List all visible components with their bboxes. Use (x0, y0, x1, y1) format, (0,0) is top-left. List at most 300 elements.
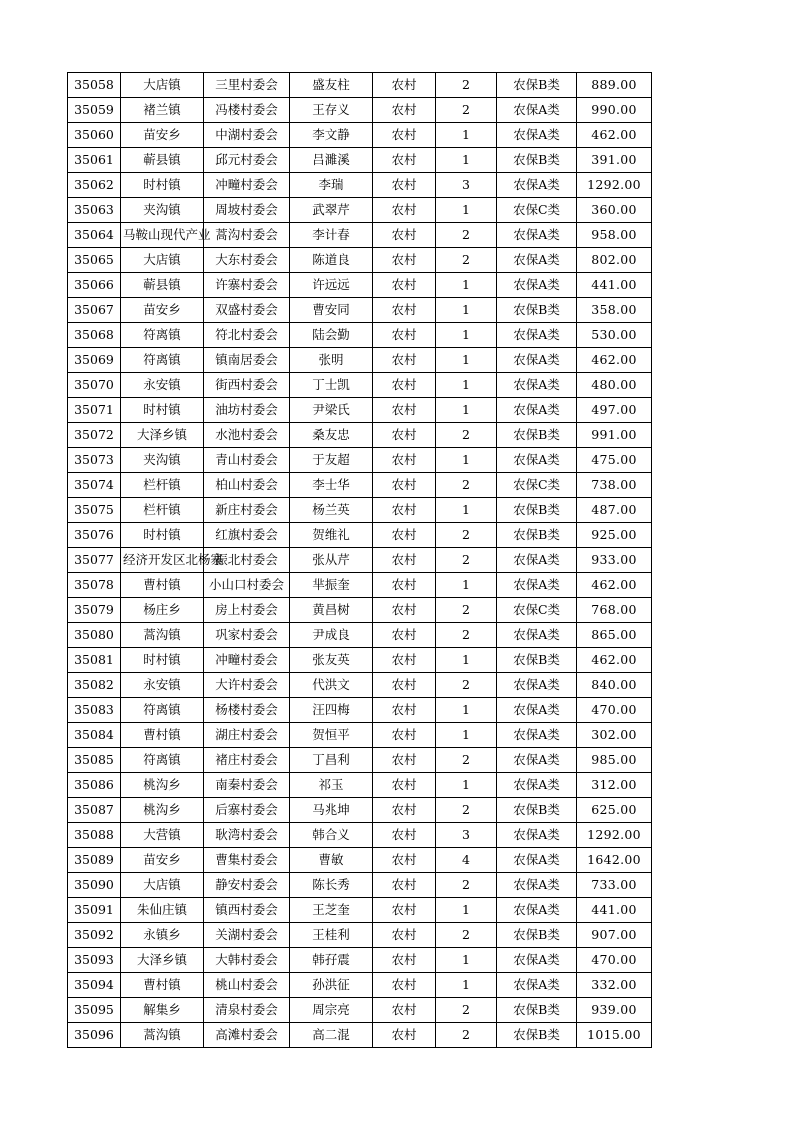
table-row (68, 898, 652, 923)
amount-cell: 802.00 (577, 248, 652, 273)
insurance-class-cell: 农保C类 (497, 473, 577, 498)
insurance-class-cell: 农保A类 (497, 573, 577, 598)
table-row (68, 723, 652, 748)
record-id-cell: 35084 (68, 723, 121, 748)
residence-type-cell: 农村 (373, 623, 436, 648)
table-row (68, 823, 652, 848)
table-row (68, 198, 652, 223)
record-id-cell: 35085 (68, 748, 121, 773)
table-row (68, 598, 652, 623)
insurance-class-cell: 农保A类 (497, 98, 577, 123)
insurance-class-cell: 农保A类 (497, 623, 577, 648)
record-id-cell: 35093 (68, 948, 121, 973)
residence-type-cell: 农村 (373, 223, 436, 248)
household-count-cell: 1 (436, 773, 497, 798)
household-count-cell: 1 (436, 973, 497, 998)
household-count-cell: 1 (436, 648, 497, 673)
amount-cell: 1642.00 (577, 848, 652, 873)
village-committee-cell: 镇南居委会 (204, 348, 290, 373)
amount-cell: 530.00 (577, 323, 652, 348)
town-cell: 蒿沟镇 (121, 623, 204, 648)
person-name-cell: 于友超 (290, 448, 373, 473)
person-name-cell: 张明 (290, 348, 373, 373)
person-name-cell: 李士华 (290, 473, 373, 498)
residence-type-cell: 农村 (373, 848, 436, 873)
record-id-cell: 35064 (68, 223, 121, 248)
person-name-cell: 丁士凯 (290, 373, 373, 398)
amount-cell: 990.00 (577, 98, 652, 123)
table-row (68, 773, 652, 798)
village-committee-cell: 高滩村委会 (204, 1023, 290, 1048)
household-count-cell: 1 (436, 948, 497, 973)
household-count-cell: 1 (436, 298, 497, 323)
town-cell: 时村镇 (121, 173, 204, 198)
town-cell: 曹村镇 (121, 973, 204, 998)
record-id-cell: 35062 (68, 173, 121, 198)
table-row (68, 323, 652, 348)
record-id-cell: 35091 (68, 898, 121, 923)
person-name-cell: 李瑞 (290, 173, 373, 198)
town-cell: 大店镇 (121, 873, 204, 898)
table-row (68, 523, 652, 548)
village-committee-cell: 曹集村委会 (204, 848, 290, 873)
amount-cell: 441.00 (577, 898, 652, 923)
village-committee-cell: 静安村委会 (204, 873, 290, 898)
table-row (68, 798, 652, 823)
table-row (68, 948, 652, 973)
town-cell: 朱仙庄镇 (121, 898, 204, 923)
amount-cell: 358.00 (577, 298, 652, 323)
amount-cell: 840.00 (577, 673, 652, 698)
household-count-cell: 2 (436, 923, 497, 948)
record-id-cell: 35070 (68, 373, 121, 398)
person-name-cell: 杨兰英 (290, 498, 373, 523)
record-id-cell: 35096 (68, 1023, 121, 1048)
insurance-class-cell: 农保C类 (497, 198, 577, 223)
village-committee-cell: 冯楼村委会 (204, 98, 290, 123)
town-cell: 大店镇 (121, 248, 204, 273)
insurance-class-cell: 农保A类 (497, 398, 577, 423)
amount-cell: 625.00 (577, 798, 652, 823)
table-row (68, 223, 652, 248)
household-count-cell: 1 (436, 273, 497, 298)
person-name-cell: 曹敏 (290, 848, 373, 873)
table-row (68, 98, 652, 123)
table-row (68, 648, 652, 673)
town-cell: 蒿沟镇 (121, 1023, 204, 1048)
table-row (68, 573, 652, 598)
residence-type-cell: 农村 (373, 773, 436, 798)
residence-type-cell: 农村 (373, 498, 436, 523)
household-count-cell: 2 (436, 73, 497, 98)
record-id-cell: 35072 (68, 423, 121, 448)
person-name-cell: 代洪文 (290, 673, 373, 698)
household-count-cell: 2 (436, 623, 497, 648)
town-cell: 杨庄乡 (121, 598, 204, 623)
table-row (68, 548, 652, 573)
town-cell: 曹村镇 (121, 723, 204, 748)
amount-cell: 360.00 (577, 198, 652, 223)
amount-cell: 925.00 (577, 523, 652, 548)
amount-cell: 332.00 (577, 973, 652, 998)
person-name-cell: 李文静 (290, 123, 373, 148)
record-id-cell: 35082 (68, 673, 121, 698)
person-name-cell: 尹成良 (290, 623, 373, 648)
town-cell: 苗安乡 (121, 123, 204, 148)
insurance-class-cell: 农保A类 (497, 698, 577, 723)
village-committee-cell: 关湖村委会 (204, 923, 290, 948)
record-id-cell: 35069 (68, 348, 121, 373)
insurance-class-cell: 农保B类 (497, 648, 577, 673)
household-count-cell: 1 (436, 723, 497, 748)
person-name-cell: 丁昌利 (290, 748, 373, 773)
town-cell: 苗安乡 (121, 848, 204, 873)
table-row (68, 498, 652, 523)
amount-cell: 738.00 (577, 473, 652, 498)
household-count-cell: 1 (436, 198, 497, 223)
record-id-cell: 35089 (68, 848, 121, 873)
insurance-class-cell: 农保B类 (497, 498, 577, 523)
residence-type-cell: 农村 (373, 398, 436, 423)
table-row (68, 973, 652, 998)
town-cell: 永镇乡 (121, 923, 204, 948)
town-cell: 时村镇 (121, 398, 204, 423)
amount-cell: 312.00 (577, 773, 652, 798)
person-name-cell: 许远远 (290, 273, 373, 298)
record-id-cell: 35065 (68, 248, 121, 273)
person-name-cell: 周宗亮 (290, 998, 373, 1023)
village-committee-cell: 大许村委会 (204, 673, 290, 698)
person-name-cell: 张从芹 (290, 548, 373, 573)
village-committee-cell: 红旗村委会 (204, 523, 290, 548)
household-count-cell: 2 (436, 598, 497, 623)
person-name-cell: 孙洪征 (290, 973, 373, 998)
person-name-cell: 王桂利 (290, 923, 373, 948)
record-id-cell: 35066 (68, 273, 121, 298)
town-cell: 苗安乡 (121, 298, 204, 323)
table-row (68, 673, 652, 698)
village-committee-cell: 中湖村委会 (204, 123, 290, 148)
town-cell: 符离镇 (121, 698, 204, 723)
record-id-cell: 35068 (68, 323, 121, 348)
town-cell: 夹沟镇 (121, 198, 204, 223)
amount-cell: 462.00 (577, 573, 652, 598)
table-row (68, 698, 652, 723)
town-cell: 栏杆镇 (121, 498, 204, 523)
record-id-cell: 35075 (68, 498, 121, 523)
town-cell: 蕲县镇 (121, 148, 204, 173)
record-id-cell: 35079 (68, 598, 121, 623)
village-committee-cell: 桃山村委会 (204, 973, 290, 998)
household-count-cell: 2 (436, 223, 497, 248)
insurance-class-cell: 农保A类 (497, 673, 577, 698)
household-count-cell: 2 (436, 1023, 497, 1048)
record-id-cell: 35061 (68, 148, 121, 173)
amount-cell: 480.00 (577, 373, 652, 398)
insurance-class-cell: 农保A类 (497, 548, 577, 573)
record-id-cell: 35077 (68, 548, 121, 573)
insurance-class-cell: 农保B类 (497, 1023, 577, 1048)
insurance-class-cell: 农保A类 (497, 248, 577, 273)
amount-cell: 1015.00 (577, 1023, 652, 1048)
record-id-cell: 35060 (68, 123, 121, 148)
village-committee-cell: 小山口村委会 (204, 573, 290, 598)
person-name-cell: 贺维礼 (290, 523, 373, 548)
household-count-cell: 2 (436, 548, 497, 573)
table-row (68, 923, 652, 948)
residence-type-cell: 农村 (373, 948, 436, 973)
amount-cell: 1292.00 (577, 823, 652, 848)
table-row (68, 623, 652, 648)
town-cell: 马鞍山现代产业 (121, 223, 204, 248)
amount-cell: 470.00 (577, 948, 652, 973)
amount-cell: 933.00 (577, 548, 652, 573)
residence-type-cell: 农村 (373, 373, 436, 398)
household-count-cell: 1 (436, 398, 497, 423)
residence-type-cell: 农村 (373, 273, 436, 298)
amount-cell: 462.00 (577, 123, 652, 148)
town-cell: 夹沟镇 (121, 448, 204, 473)
village-committee-cell: 冲疃村委会 (204, 648, 290, 673)
village-committee-cell: 大韩村委会 (204, 948, 290, 973)
village-committee-cell: 青山村委会 (204, 448, 290, 473)
person-name-cell: 汪四梅 (290, 698, 373, 723)
household-count-cell: 2 (436, 873, 497, 898)
household-count-cell: 2 (436, 473, 497, 498)
table-row (68, 348, 652, 373)
person-name-cell: 黄昌树 (290, 598, 373, 623)
table-row (68, 248, 652, 273)
residence-type-cell: 农村 (373, 248, 436, 273)
record-id-cell: 35081 (68, 648, 121, 673)
village-committee-cell: 街西村委会 (204, 373, 290, 398)
amount-cell: 1292.00 (577, 173, 652, 198)
residence-type-cell: 农村 (373, 798, 436, 823)
village-committee-cell: 三里村委会 (204, 73, 290, 98)
person-name-cell: 陈道良 (290, 248, 373, 273)
residence-type-cell: 农村 (373, 673, 436, 698)
household-count-cell: 1 (436, 498, 497, 523)
household-count-cell: 1 (436, 348, 497, 373)
table-row (68, 848, 652, 873)
person-name-cell: 韩合义 (290, 823, 373, 848)
town-cell: 大泽乡镇 (121, 948, 204, 973)
household-count-cell: 2 (436, 248, 497, 273)
table-row (68, 73, 652, 98)
table-row (68, 423, 652, 448)
town-cell: 符离镇 (121, 748, 204, 773)
person-name-cell: 高二混 (290, 1023, 373, 1048)
household-count-cell: 1 (436, 373, 497, 398)
village-committee-cell: 振北村委会 (204, 548, 290, 573)
village-committee-cell: 湖庄村委会 (204, 723, 290, 748)
person-name-cell: 吕濉溪 (290, 148, 373, 173)
record-id-cell: 35059 (68, 98, 121, 123)
residence-type-cell: 农村 (373, 423, 436, 448)
village-committee-cell: 水池村委会 (204, 423, 290, 448)
household-count-cell: 2 (436, 98, 497, 123)
record-id-cell: 35095 (68, 998, 121, 1023)
record-id-cell: 35073 (68, 448, 121, 473)
village-committee-cell: 镇西村委会 (204, 898, 290, 923)
amount-cell: 733.00 (577, 873, 652, 898)
person-name-cell: 李计春 (290, 223, 373, 248)
amount-cell: 985.00 (577, 748, 652, 773)
person-name-cell: 贺恒平 (290, 723, 373, 748)
table-row (68, 398, 652, 423)
residence-type-cell: 农村 (373, 123, 436, 148)
amount-cell: 865.00 (577, 623, 652, 648)
insurance-class-cell: 农保B类 (497, 148, 577, 173)
record-id-cell: 35086 (68, 773, 121, 798)
town-cell: 永安镇 (121, 373, 204, 398)
village-committee-cell: 杨楼村委会 (204, 698, 290, 723)
residence-type-cell: 农村 (373, 198, 436, 223)
village-committee-cell: 清泉村委会 (204, 998, 290, 1023)
village-committee-cell: 冲疃村委会 (204, 173, 290, 198)
household-count-cell: 1 (436, 898, 497, 923)
amount-cell: 462.00 (577, 348, 652, 373)
village-committee-cell: 房上村委会 (204, 598, 290, 623)
village-committee-cell: 耿湾村委会 (204, 823, 290, 848)
residence-type-cell: 农村 (373, 698, 436, 723)
household-count-cell: 2 (436, 748, 497, 773)
person-name-cell: 王存义 (290, 98, 373, 123)
residence-type-cell: 农村 (373, 923, 436, 948)
residence-type-cell: 农村 (373, 148, 436, 173)
amount-cell: 497.00 (577, 398, 652, 423)
amount-cell: 470.00 (577, 698, 652, 723)
insurance-class-cell: 农保B类 (497, 923, 577, 948)
insurance-class-cell: 农保B类 (497, 423, 577, 448)
records-table-body (68, 73, 652, 1048)
town-cell: 大营镇 (121, 823, 204, 848)
town-cell: 褚兰镇 (121, 98, 204, 123)
person-name-cell: 祁玉 (290, 773, 373, 798)
insurance-class-cell: 农保A类 (497, 748, 577, 773)
insurance-class-cell: 农保A类 (497, 348, 577, 373)
insurance-class-cell: 农保B类 (497, 523, 577, 548)
household-count-cell: 1 (436, 698, 497, 723)
person-name-cell: 陈长秀 (290, 873, 373, 898)
village-committee-cell: 新庄村委会 (204, 498, 290, 523)
amount-cell: 475.00 (577, 448, 652, 473)
residence-type-cell: 农村 (373, 173, 436, 198)
person-name-cell: 武翠芹 (290, 198, 373, 223)
village-committee-cell: 后寨村委会 (204, 798, 290, 823)
residence-type-cell: 农村 (373, 348, 436, 373)
insurance-class-cell: 农保A类 (497, 948, 577, 973)
residence-type-cell: 农村 (373, 748, 436, 773)
amount-cell: 939.00 (577, 998, 652, 1023)
amount-cell: 441.00 (577, 273, 652, 298)
person-name-cell: 韩孖震 (290, 948, 373, 973)
village-committee-cell: 巩家村委会 (204, 623, 290, 648)
table-row (68, 148, 652, 173)
town-cell: 永安镇 (121, 673, 204, 698)
residence-type-cell: 农村 (373, 473, 436, 498)
insurance-class-cell: 农保B类 (497, 798, 577, 823)
insurance-class-cell: 农保A类 (497, 373, 577, 398)
insurance-class-cell: 农保A类 (497, 823, 577, 848)
town-cell: 桃沟乡 (121, 773, 204, 798)
table-row (68, 748, 652, 773)
insurance-class-cell: 农保A类 (497, 173, 577, 198)
record-id-cell: 35087 (68, 798, 121, 823)
amount-cell: 487.00 (577, 498, 652, 523)
residence-type-cell: 农村 (373, 823, 436, 848)
residence-type-cell: 农村 (373, 598, 436, 623)
insurance-class-cell: 农保A类 (497, 223, 577, 248)
record-id-cell: 35074 (68, 473, 121, 498)
residence-type-cell: 农村 (373, 973, 436, 998)
residence-type-cell: 农村 (373, 573, 436, 598)
village-committee-cell: 许寨村委会 (204, 273, 290, 298)
person-name-cell: 张友英 (290, 648, 373, 673)
table-row (68, 173, 652, 198)
residence-type-cell: 农村 (373, 873, 436, 898)
residence-type-cell: 农村 (373, 998, 436, 1023)
town-cell: 曹村镇 (121, 573, 204, 598)
person-name-cell: 盛友柱 (290, 73, 373, 98)
records-table (67, 72, 652, 1048)
village-committee-cell: 南秦村委会 (204, 773, 290, 798)
town-cell: 时村镇 (121, 523, 204, 548)
amount-cell: 768.00 (577, 598, 652, 623)
amount-cell: 302.00 (577, 723, 652, 748)
record-id-cell: 35063 (68, 198, 121, 223)
residence-type-cell: 农村 (373, 648, 436, 673)
residence-type-cell: 农村 (373, 548, 436, 573)
insurance-class-cell: 农保A类 (497, 723, 577, 748)
household-count-cell: 2 (436, 798, 497, 823)
amount-cell: 889.00 (577, 73, 652, 98)
table-row (68, 273, 652, 298)
record-id-cell: 35067 (68, 298, 121, 323)
village-committee-cell: 邱元村委会 (204, 148, 290, 173)
insurance-class-cell: 农保B类 (497, 298, 577, 323)
insurance-class-cell: 农保A类 (497, 448, 577, 473)
village-committee-cell: 褚庄村委会 (204, 748, 290, 773)
residence-type-cell: 农村 (373, 898, 436, 923)
household-count-cell: 3 (436, 173, 497, 198)
record-id-cell: 35092 (68, 923, 121, 948)
household-count-cell: 4 (436, 848, 497, 873)
household-count-cell: 2 (436, 998, 497, 1023)
table-row (68, 123, 652, 148)
insurance-class-cell: 农保A类 (497, 973, 577, 998)
residence-type-cell: 农村 (373, 323, 436, 348)
insurance-class-cell: 农保B类 (497, 73, 577, 98)
insurance-class-cell: 农保A类 (497, 273, 577, 298)
record-id-cell: 35078 (68, 573, 121, 598)
town-cell: 符离镇 (121, 323, 204, 348)
person-name-cell: 曹安同 (290, 298, 373, 323)
person-name-cell: 芈振奎 (290, 573, 373, 598)
table-row (68, 998, 652, 1023)
insurance-class-cell: 农保A类 (497, 123, 577, 148)
record-id-cell: 35058 (68, 73, 121, 98)
village-committee-cell: 油坊村委会 (204, 398, 290, 423)
insurance-class-cell: 农保A类 (497, 898, 577, 923)
town-cell: 桃沟乡 (121, 798, 204, 823)
table-row (68, 448, 652, 473)
town-cell: 解集乡 (121, 998, 204, 1023)
residence-type-cell: 农村 (373, 98, 436, 123)
amount-cell: 958.00 (577, 223, 652, 248)
record-id-cell: 35094 (68, 973, 121, 998)
residence-type-cell: 农村 (373, 73, 436, 98)
